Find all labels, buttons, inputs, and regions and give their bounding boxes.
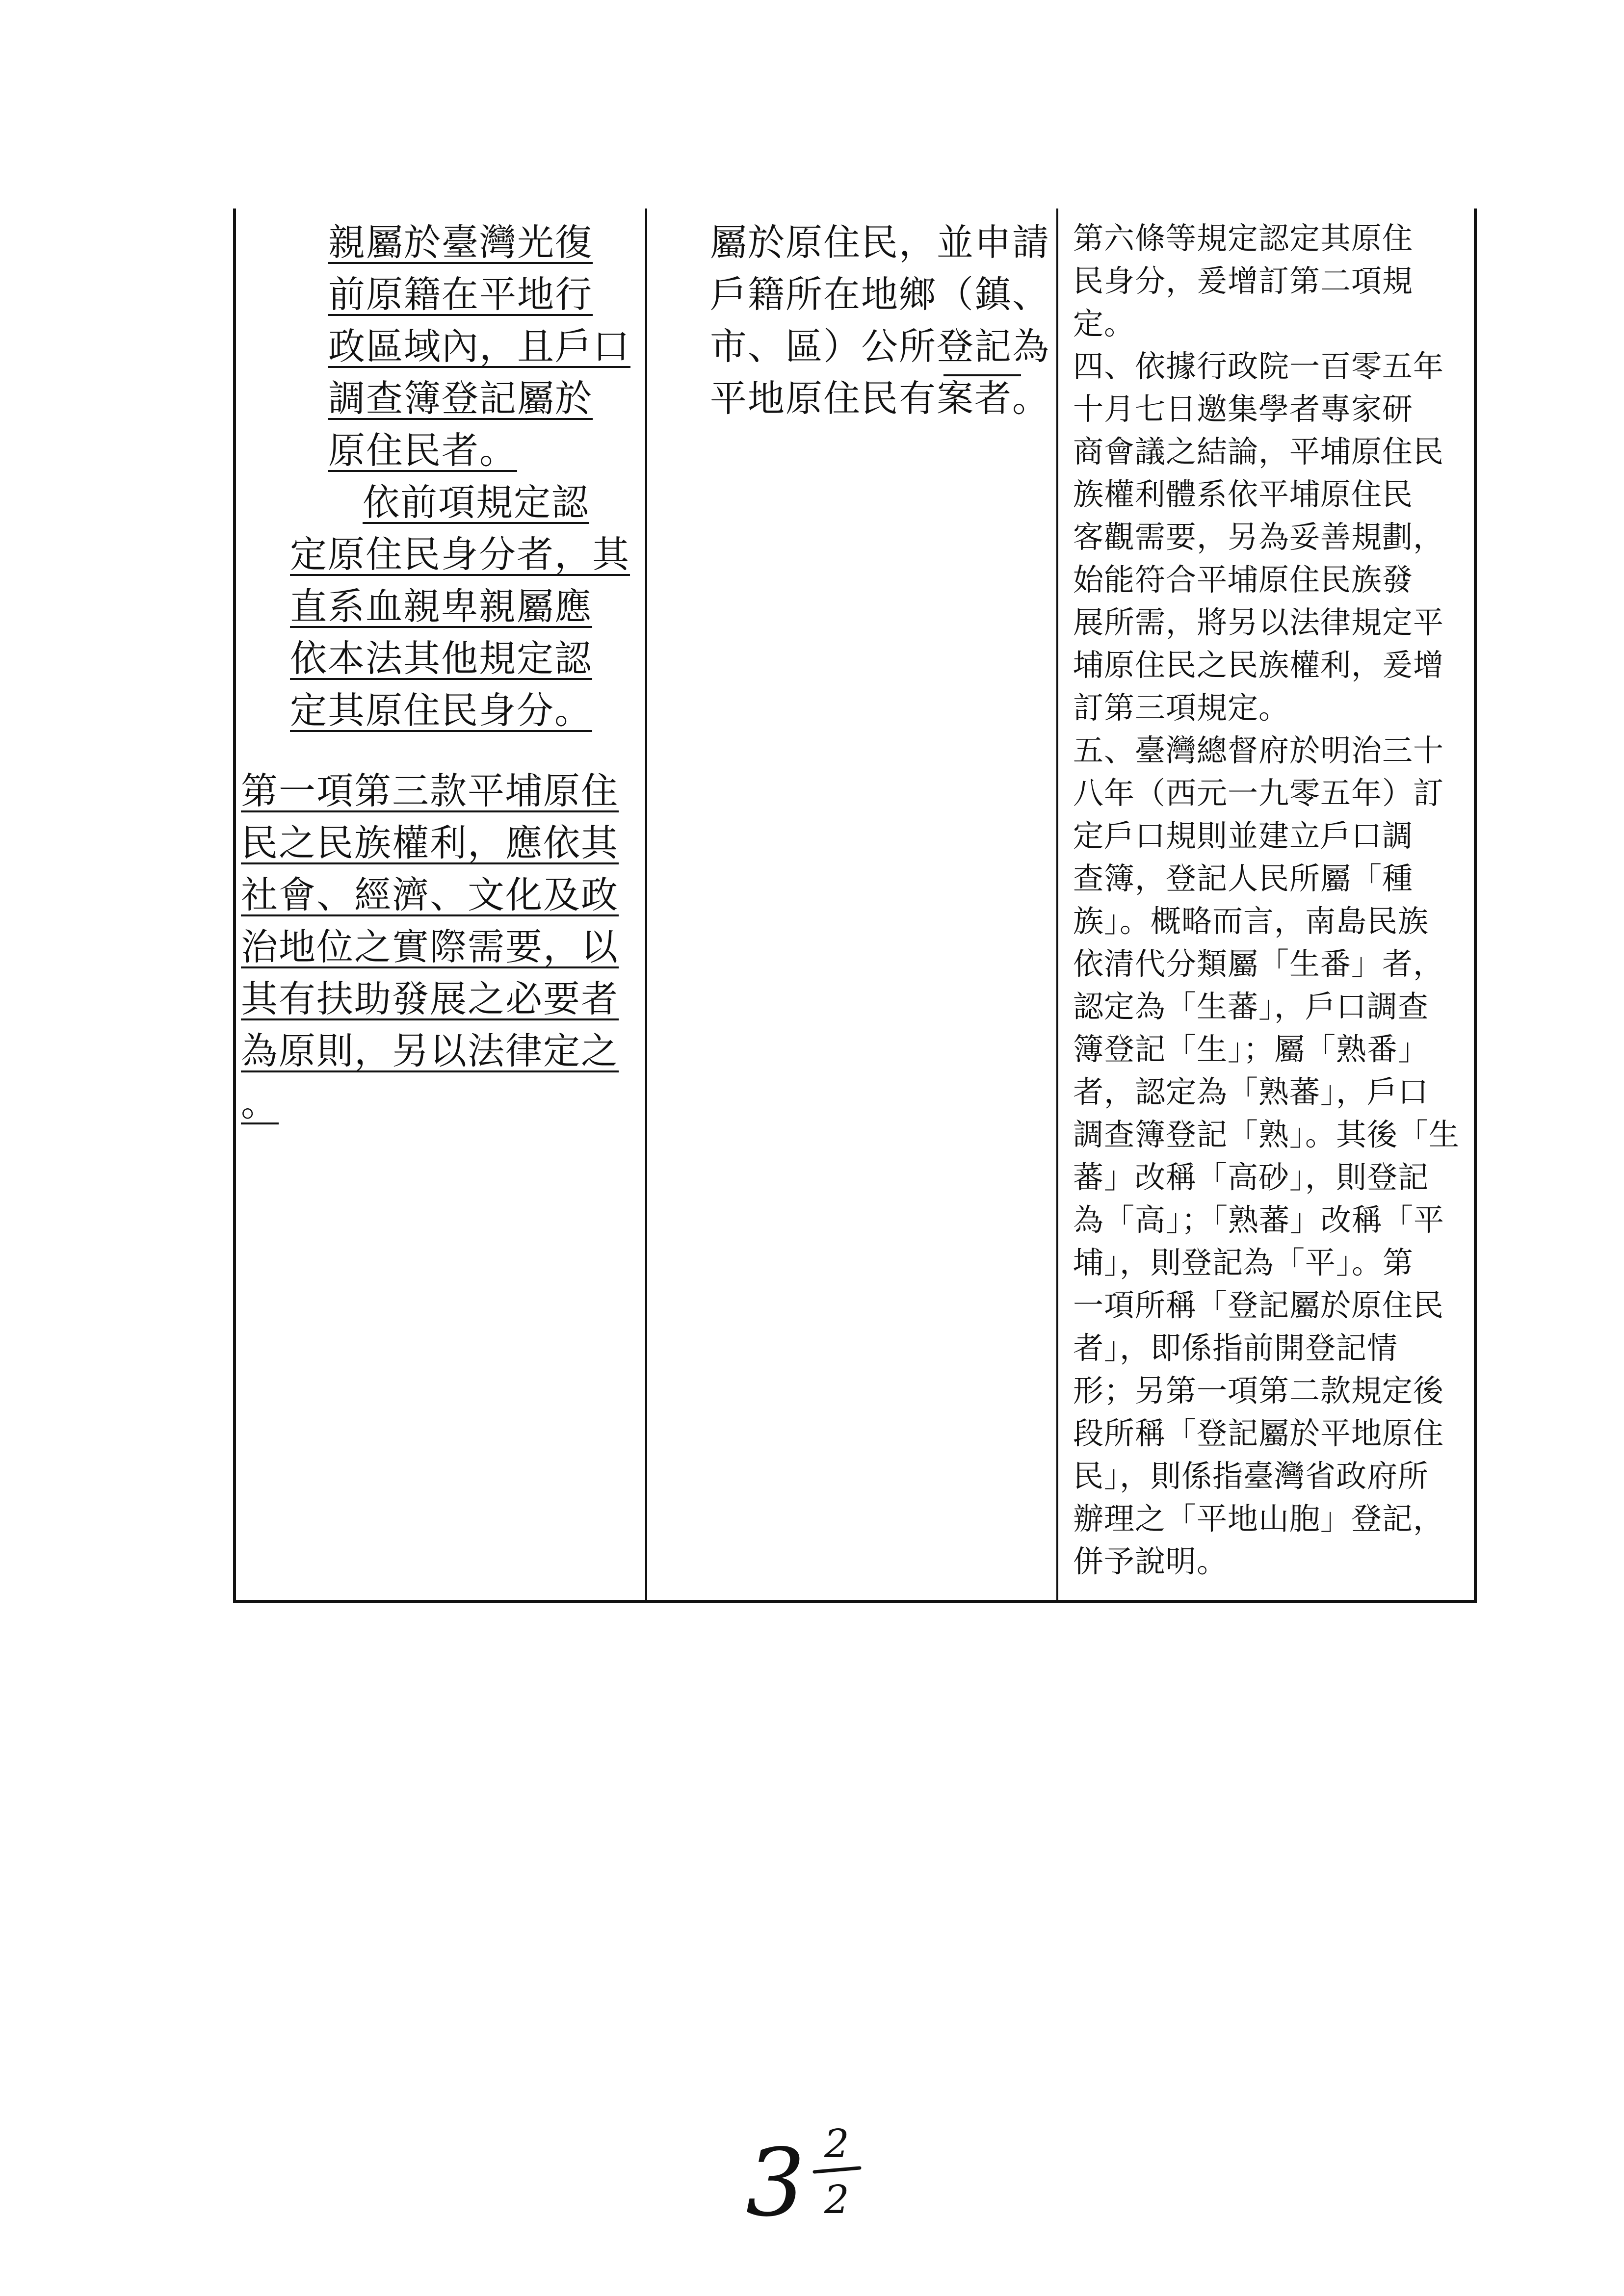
- explanation-line: 客觀需要，另為妥善規劃，: [1073, 519, 1444, 555]
- explanation-column: [1058, 209, 1474, 1600]
- amended-item3-line: 為原則，另以法律定之: [241, 1029, 619, 1072]
- amended-item2-line: 依本法其他規定認: [290, 637, 593, 680]
- amended-item1-line: 調查簿登記屬於: [328, 377, 593, 420]
- amended-provision-column: [236, 209, 647, 1600]
- current-provision-line: 平地原住民有案者。: [710, 377, 1050, 420]
- amended-item3-line: 民之民族權利，應依其: [241, 821, 619, 864]
- explanation-line: 展所需，將另以法律規定平: [1073, 604, 1444, 640]
- page-mark-fraction-bar: [814, 2168, 860, 2172]
- explanation-line: 定。: [1073, 306, 1135, 341]
- explanation-line: 埔」，則登記為「平」。第: [1073, 1245, 1414, 1280]
- explanation-line: 定戶口規則並建立戶口調: [1073, 818, 1414, 854]
- page-mark-numerator: 2: [824, 2121, 849, 2166]
- amended-item2-line: 依前項規定認: [363, 481, 590, 524]
- explanation-line: 查簿，登記人民所屬「種: [1073, 861, 1414, 896]
- amended-item1-line: 政區域內，且戶口: [328, 325, 631, 368]
- explanation-line: 調查簿登記「熟」。其後「生: [1073, 1117, 1460, 1152]
- amended-item3-line: 治地位之實際需要，以: [241, 925, 619, 968]
- page-mark-numeral: 3: [746, 2129, 805, 2235]
- current-provision-line: 屬於原住民，並申請: [710, 221, 1050, 264]
- amended-item1-line: 前原籍在平地行: [328, 273, 593, 316]
- explanation-line: 依清代分類屬「生番」者，: [1073, 946, 1444, 982]
- current-provision-line: 市、區）公所登記為: [710, 325, 1050, 368]
- explanation-line: 訂第三項規定。: [1073, 690, 1290, 726]
- explanation-line: 族權利體系依平埔原住民: [1073, 476, 1414, 512]
- explanation-line: 辦理之「平地山胞」登記，: [1073, 1501, 1444, 1537]
- explanation-line: 認定為「生蕃」，戶口調查: [1073, 989, 1429, 1024]
- amended-item3-line: 。: [241, 1081, 279, 1124]
- explanation-line: 民」，則係指臺灣省政府所: [1073, 1458, 1429, 1494]
- explanation-line: 族」。概略而言，南島民族: [1073, 903, 1429, 939]
- explanation-line: 四、依據行政院一百零五年: [1073, 348, 1444, 384]
- explanation-line: 埔原住民之民族權利，爰增: [1073, 647, 1444, 683]
- explanation-line: 八年（西元一九零五年）訂: [1073, 775, 1444, 811]
- explanation-line: 段所稱「登記屬於平地原住: [1073, 1415, 1444, 1451]
- page-mark-denominator: 2: [824, 2177, 849, 2222]
- explanation-line: 一項所稱「登記屬於原住民: [1073, 1287, 1444, 1323]
- comparison-table: [233, 209, 1477, 1603]
- explanation-line: 民身分，爰增訂第二項規: [1073, 263, 1414, 299]
- amended-item3-line: 其有扶助發展之必要者: [241, 977, 619, 1020]
- explanation-line: 五、臺灣總督府於明治三十: [1073, 732, 1444, 768]
- explanation-line: 為「高」；「熟蕃」改稱「平: [1073, 1202, 1445, 1238]
- explanation-line: 併予說明。: [1073, 1543, 1228, 1579]
- amended-item2-line: 直系血親卑親屬應: [290, 585, 593, 628]
- explanation-line: 形；另第一項第二款規定後: [1073, 1373, 1444, 1409]
- amended-item2-line: 定其原住民身分。: [290, 689, 593, 732]
- explanation-line: 十月七日邀集學者專家研: [1073, 391, 1414, 427]
- explanation-line: 第六條等規定認定其原住: [1073, 220, 1414, 256]
- explanation-line: 者」，即係指前開登記情: [1073, 1330, 1398, 1366]
- explanation-line: 始能符合平埔原住民族發: [1073, 562, 1414, 598]
- amended-item1-line: 親屬於臺灣光復: [328, 221, 593, 264]
- amended-item2-line: 定原住民身分者，其: [290, 533, 630, 576]
- explanation-line: 商會議之結論，平埔原住民: [1073, 434, 1444, 470]
- amended-item3-line: 第一項第三款平埔原住: [241, 769, 619, 812]
- explanation-line: 者，認定為「熟蕃」，戶口: [1073, 1074, 1429, 1110]
- current-provision-line: 戶籍所在地鄉（鎮、: [710, 273, 1050, 316]
- current-provision-column: [647, 209, 1058, 1600]
- explanation-line: 簿登記「生」；屬「熟番」: [1073, 1031, 1429, 1067]
- current-provision-underline: [943, 374, 1021, 376]
- explanation-line: 蕃」改稱「高砂」，則登記: [1073, 1159, 1429, 1195]
- amended-item1-line: 原住民者。: [328, 429, 518, 472]
- amended-item3-line: 社會、經濟、文化及政: [241, 873, 619, 916]
- handwritten-page-number: [726, 2117, 883, 2235]
